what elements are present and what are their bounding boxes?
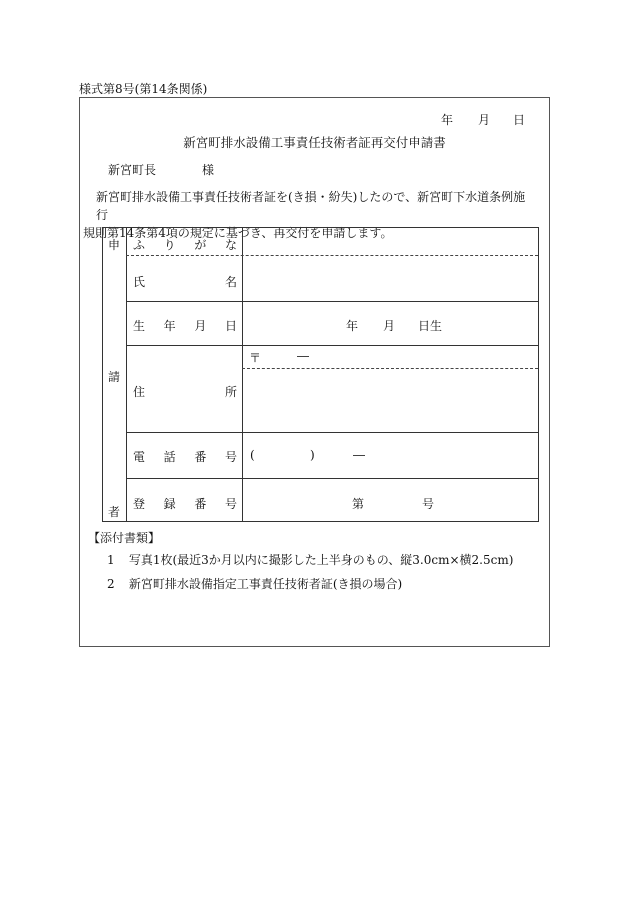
side-label-bottom: 者 <box>108 505 121 519</box>
attachment-text: 新宮町排水設備指定工事責任技術者証(き損の場合) <box>128 577 403 591</box>
furigana-divider <box>126 255 538 256</box>
registration-prefix: 第 <box>352 497 365 511</box>
label-char: ふ <box>133 238 146 252</box>
label-char: な <box>224 238 237 252</box>
label-char: 日 <box>224 319 237 333</box>
label-char: 番 <box>194 497 207 511</box>
label-char: り <box>163 238 176 252</box>
registration-suffix: 号 <box>422 497 435 511</box>
attachment-number: 2 <box>107 577 115 591</box>
statement-line-2: 規則第14条第4項の規定に基づき、再交付を申請します。 <box>83 226 393 240</box>
form-number-label: 様式第8号(第14条関係) <box>79 82 208 96</box>
row-divider-address <box>126 432 538 433</box>
phone-label <box>133 448 237 465</box>
postal-mark: 〒 <box>249 351 262 365</box>
attachments-title: 【添付書類】 <box>88 531 161 545</box>
label-char: 話 <box>163 450 176 464</box>
address-label <box>133 383 237 400</box>
postal-divider <box>242 368 538 369</box>
row-divider-name <box>126 301 538 302</box>
date-day-label: 日 <box>513 113 526 127</box>
label-char: 登 <box>133 497 146 511</box>
label-char: 電 <box>133 450 146 464</box>
birth-year-unit: 年 <box>346 319 359 333</box>
label-char: 住 <box>133 385 146 399</box>
label-char: 号 <box>224 450 237 464</box>
label-char: 名 <box>224 275 237 289</box>
label-char: 号 <box>224 497 237 511</box>
registration-label <box>133 495 237 512</box>
statement-line-1: 新宮町排水設備工事責任技術者証を(き損・紛失)したので、新宮町下水道条例施行 <box>96 190 526 222</box>
phone-open-paren: ( <box>250 448 255 462</box>
attachment-item <box>107 551 513 568</box>
phone-close-paren: ) <box>310 448 315 462</box>
addressee-honorific: 様 <box>202 163 215 177</box>
date-year-label: 年 <box>441 113 454 127</box>
side-label-middle: 請 <box>108 370 121 384</box>
label-char: 氏 <box>133 275 146 289</box>
side-label-top: 申 <box>108 238 121 252</box>
postal-dash: ― <box>297 349 309 363</box>
date-month-label: 月 <box>478 113 491 127</box>
phone-dash: ― <box>353 448 365 462</box>
row-divider-phone <box>126 478 538 479</box>
label-char: 年 <box>163 319 176 333</box>
label-char: 月 <box>194 319 207 333</box>
furigana-label <box>133 236 237 253</box>
label-char: が <box>194 238 207 252</box>
label-char: 録 <box>163 497 176 511</box>
label-char: 生 <box>133 319 146 333</box>
label-char: 番 <box>194 450 207 464</box>
birthdate-label <box>133 317 237 334</box>
row-divider-birth <box>126 345 538 346</box>
applicant-table <box>102 227 539 522</box>
name-label <box>133 273 237 290</box>
page-title: 新宮町排水設備工事責任技術者証再交付申請書 <box>183 135 446 150</box>
attachment-item <box>107 575 402 592</box>
birth-month-unit: 月 <box>383 319 396 333</box>
birth-day-unit: 日生 <box>418 319 443 333</box>
addressee-name: 新宮町長 <box>108 163 157 177</box>
attachment-text: 写真1枚(最近3か月以内に撮影した上半身のもの、縦3.0cm×横2.5cm) <box>128 553 514 567</box>
attachment-number: 1 <box>107 553 115 567</box>
label-char: 所 <box>224 385 237 399</box>
